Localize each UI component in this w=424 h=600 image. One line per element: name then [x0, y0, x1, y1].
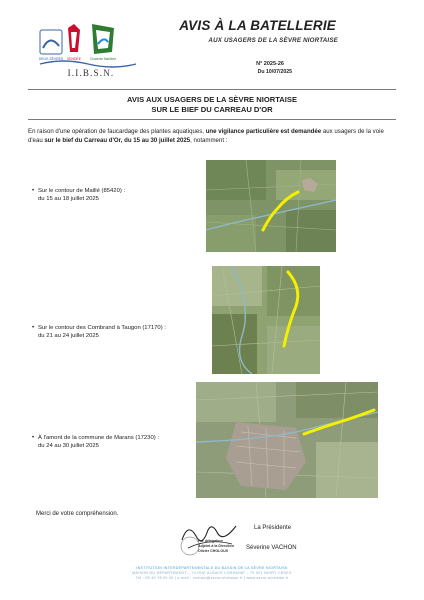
stamp-line: Par délégation — [198, 539, 223, 543]
page-subtitle: AUX USAGERS DE LA SÈVRE NIORTAISE — [208, 37, 338, 44]
signatory-name: Séverine VACHON — [246, 545, 297, 551]
item-dates: du 15 au 18 juillet 2025 — [38, 196, 99, 203]
notice-heading-line1: AVIS AUX USAGERS DE LA SÈVRE NIORTAISE — [126, 95, 298, 104]
item-place: À l'amont de la commune de Marans (17230) : — [38, 435, 159, 441]
president-label: La Présidente — [254, 525, 292, 531]
footer-contact: Tél : 05 49 78 00 00 | e-mail : contact@sevre-niortaise.fr | www.sevre-niortaise.fr — [135, 576, 289, 580]
bullet-icon: • — [32, 188, 35, 194]
map-maille — [206, 160, 336, 252]
list-item — [32, 434, 159, 450]
notice-heading-line2: SUR LE BIEF DU CARREAU D'OR — [151, 105, 273, 114]
list-item — [32, 324, 166, 340]
bullet-icon: • — [32, 435, 35, 441]
partner-logos — [38, 22, 138, 68]
stamp-line: Olivier CHOLOUX — [198, 549, 229, 553]
intro-text-1: En raison d'une opération de faucardage des plantes aquatiques, — [28, 128, 206, 135]
deux-sevres-logo — [39, 30, 64, 61]
svg-text:VENDÉE: VENDÉE — [67, 57, 81, 61]
intro-bold-1: une vigilance particulière est demandée — [205, 128, 322, 135]
notice-heading — [28, 95, 396, 115]
org-name: I.I.B.S.N. — [67, 68, 115, 78]
svg-text:Charente Maritime: Charente Maritime — [89, 57, 117, 61]
bottom-divider — [28, 119, 396, 120]
closing-thanks: Merci de votre compréhension. — [36, 511, 119, 517]
intro-text-3: , notamment : — [190, 136, 228, 144]
footer-org: INSTITUTION INTERDÉPARTEMENTALE DU BASSIN DE LA SÈVRE NIORTAISE — [136, 566, 288, 570]
intro-bold-2: sur le bief du Carreau d'Or, du 15 au 30 juillet 2025 — [44, 136, 191, 144]
bullet-icon: • — [32, 325, 35, 331]
map-taugon — [212, 266, 320, 374]
item-place: Sur le contour de Maillé (85420) : — [38, 188, 126, 194]
list-item — [32, 187, 126, 203]
doc-date: Du 10/07/2025 — [257, 69, 292, 75]
item-dates: du 24 au 30 juillet 2025 — [38, 443, 99, 450]
intro-text-2: aux usagers de la voie d'eau — [28, 128, 384, 144]
svg-text:DEUX-SÈVRES: DEUX-SÈVRES — [38, 57, 64, 61]
map-marans — [196, 382, 378, 498]
vendee-logo — [67, 24, 82, 61]
footer-address: MAISON DU DÉPARTEMENT – 74 RUE ALSACE LORRAINE – 79 021 NIORT CEDEX — [132, 571, 292, 575]
doc-number: N° 2025-26 — [256, 61, 284, 67]
top-divider — [28, 89, 396, 90]
item-place: Sur le contour des Combrand à Taugon (17170) : — [38, 325, 166, 331]
page-title: AVIS À LA BATELLERIE — [179, 18, 336, 33]
stamp-line: Adjoint à la Direction — [198, 544, 234, 548]
item-dates: du 21 au 24 juillet 2025 — [38, 333, 99, 340]
charente-maritime-logo — [90, 24, 116, 61]
intro-paragraph — [28, 128, 396, 145]
